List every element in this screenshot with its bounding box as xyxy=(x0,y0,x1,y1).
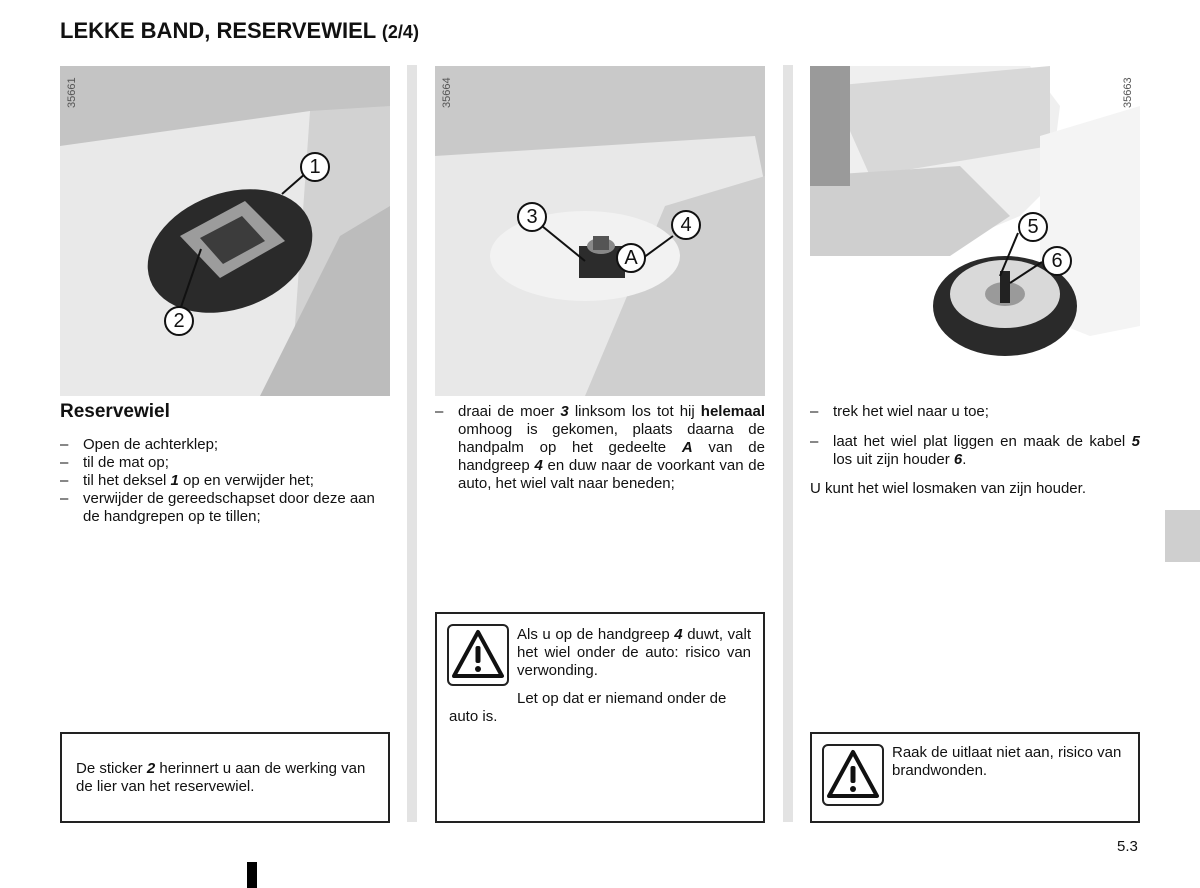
crop-mark xyxy=(247,862,257,888)
callout-3: 3 xyxy=(517,202,547,232)
list-item: – laat het wiel plat liggen en maak de kabel 5 los uit zijn houder 6. xyxy=(810,433,1140,469)
photo-ref-number: 35661 xyxy=(66,77,78,108)
list-item: – trek het wiel naar u toe; xyxy=(810,403,1140,421)
warning-box xyxy=(810,732,1140,823)
column-separator xyxy=(783,65,793,822)
page-title-part: (2/4) xyxy=(381,22,419,42)
section-heading-reservewiel: Reservewiel xyxy=(60,401,170,422)
warning-triangle-icon xyxy=(822,744,884,806)
column-separator xyxy=(407,65,417,822)
instruction-list xyxy=(435,403,765,493)
photo-spare-wheel-cover xyxy=(60,66,390,396)
callout-5: 5 xyxy=(1018,212,1048,242)
photo-spare-wheel-under-car xyxy=(810,66,1140,396)
callout-A: A xyxy=(616,243,646,273)
warning-triangle-icon xyxy=(447,624,509,686)
photo-ref-number: 35663 xyxy=(1122,77,1134,108)
list-item: – til de mat op; xyxy=(60,454,390,472)
page-number: 5.3 xyxy=(1117,838,1138,855)
callout-6: 6 xyxy=(1042,246,1072,276)
list-item: – draai de moer 3 linksom los tot hij helemaal omhoog is gekomen, plaats daarna de handpalm op het gedeelte A van de handgreep 4 en duw naar de voorkant van de auto, het wiel valt naar beneden; xyxy=(435,403,765,493)
warning-text: Raak de uitlaat niet aan, risico van brandwonden. xyxy=(892,744,1122,779)
callout-1: 1 xyxy=(300,152,330,182)
warning-text: Als u op de handgreep 4 duwt, valt het wiel onder de auto: risico van verwonding. xyxy=(517,626,751,679)
callout-4: 4 xyxy=(671,210,701,240)
list-item: – Open de achterklep; xyxy=(60,436,390,454)
photo-wheel-winch xyxy=(435,66,765,396)
callout-2: 2 xyxy=(164,306,194,336)
page-title xyxy=(60,18,419,44)
paragraph: U kunt het wiel losmaken van zijn houder. xyxy=(810,480,1086,497)
list-item: – til het deksel 1 op en verwijder het; xyxy=(60,472,390,490)
warning-text-2: Let op dat er niemand onder de auto is. xyxy=(449,690,727,725)
note-box: De sticker 2 herinnert u aan de werking van de lier van het reservewiel. xyxy=(60,732,390,823)
warning-box xyxy=(435,612,765,823)
chapter-tab xyxy=(1165,510,1200,562)
instruction-list xyxy=(810,403,1140,469)
instruction-list xyxy=(60,436,390,526)
photo-ref-number: 35664 xyxy=(441,77,453,108)
page-title-text: LEKKE BAND, RESERVEWIEL xyxy=(60,18,376,43)
list-item: – verwijder de gereedschapset door deze aan de handgrepen op te tillen; xyxy=(60,490,390,526)
